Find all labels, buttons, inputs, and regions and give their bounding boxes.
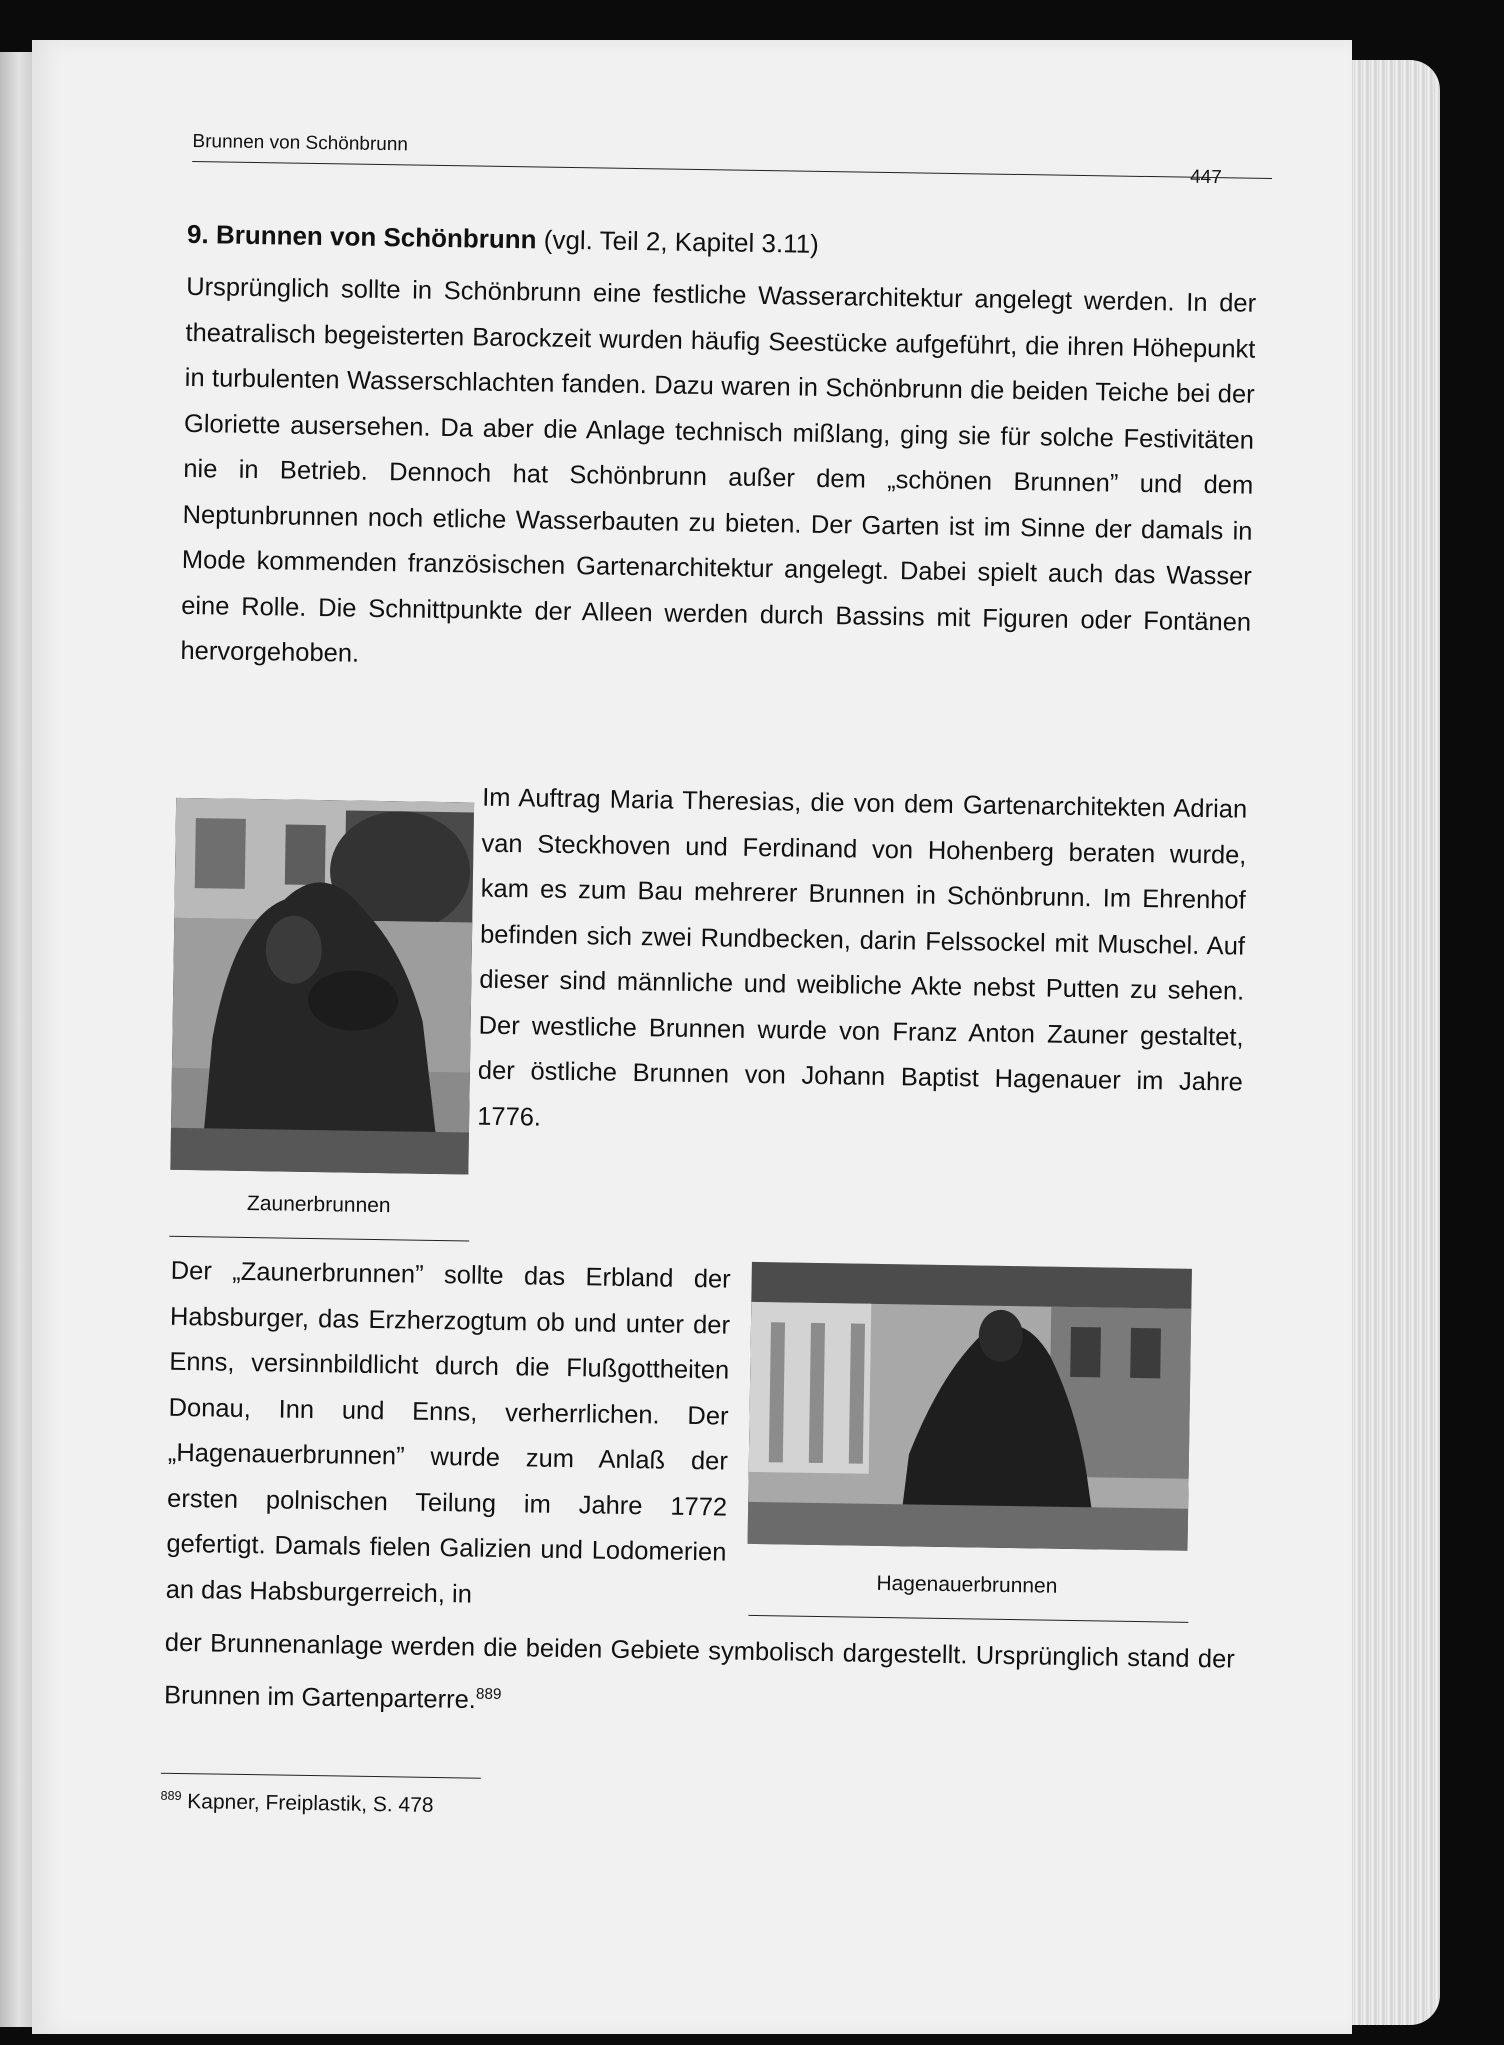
running-header-title: Brunnen von Schönbrunn (192, 130, 409, 156)
footnote-number: 889 (160, 1788, 182, 1804)
footnote (160, 1789, 434, 1818)
section-reference: (vgl. Teil 2, Kapitel 3.11) (543, 224, 820, 259)
paragraph-zaunerbrunnen: Der „Zaunerbrunnen” sollte das Erbland der Habsburger, das Erzherzogtum ob und unter der Enns, versinnbildlicht durch die Flußgottheiten Donau, Inn und Enns, verherrlichen. Der „Hagenauerbrunnen” wurde zum Anlaß der ersten polnischen Teilung im Jahre 1772 gefertigt. Damals fielen Galizien und Lodomerien an das Habsburgerreich, in (165, 1256, 731, 1609)
footnote-reference: 889 (475, 1685, 502, 1703)
paragraph-conclusion (164, 1621, 1235, 1735)
book-page (32, 40, 1352, 2034)
page-content (15, 31, 1366, 2045)
paragraph-intro: Ursprünglich sollte in Schönbrunn eine festliche Wasserarchitektur angelegt werden. In der theatralisch begeisterten Barockzeit wurden häufig Seestücke aufgeführt, die ihren Höhepunkt in turbulenten Wasserschlachten fanden. Dazu waren in Schönbrunn die beiden Teiche bei der Gloriette ausersehen. Da aber die Anlage technisch mißlang, ging sie für solche Festivitäten nie in Betrieb. Dennoch hat Schönbrunn außer dem „schönen Brunnen” und dem Neptunbrunnen noch etliche Wasserbauten zu bieten. Der Garten ist im Sinne der damals in Mode kommenden französischen Gartenarchitektur angelegt. Dabei spielt auch das Wasser eine Rolle. Die Schnittpunkte der Alleen werden durch Bassins mit Figuren oder Fontänen hervorgehoben. (180, 272, 1257, 668)
zaunerbrunnen-caption: Zaunerbrunnen (246, 1191, 391, 1218)
footnote-rule (161, 1773, 481, 1779)
paragraph-conclusion-text: der Brunnenanlage werden die beiden Gebiete symbolisch dargestellt. Ursprünglich stand der Brunnen im Gartenparterre. (163, 1628, 1235, 1714)
caption-rule (748, 1615, 1188, 1623)
section-heading (187, 219, 819, 260)
section-title: Brunnen von Schönbrunn (215, 219, 537, 255)
page-number: 447 (1189, 166, 1222, 189)
hagenauerbrunnen-photo (748, 1262, 1192, 1551)
hagenauerbrunnen-caption: Hagenauerbrunnen (876, 1571, 1058, 1598)
header-rule (192, 161, 1272, 179)
section-number: 9. (186, 218, 209, 250)
caption-rule (169, 1236, 469, 1242)
footnote-text: Kapner, Freiplastik, S. 478 (187, 1790, 434, 1817)
zaunerbrunnen-photo (170, 798, 474, 1175)
paragraph-commission: Im Auftrag Maria Theresias, die von dem Gartenarchitekten Adrian van Steckhoven und Ferdinand von Hohenberg beraten wurde, kam es zum Bau mehrerer Brunnen in Schönbrunn. Im Ehrenhof befinden sich zwei Rundbecken, darin Felssockel mit Muschel. Auf dieser sind männliche und weibliche Akte nebst Putten zu sehen. Der westliche Brunnen wurde von Franz Anton Zauner gestaltet, der östliche Brunnen von Johann Baptist Hagenauer im Jahre 1776. (476, 783, 1248, 1132)
